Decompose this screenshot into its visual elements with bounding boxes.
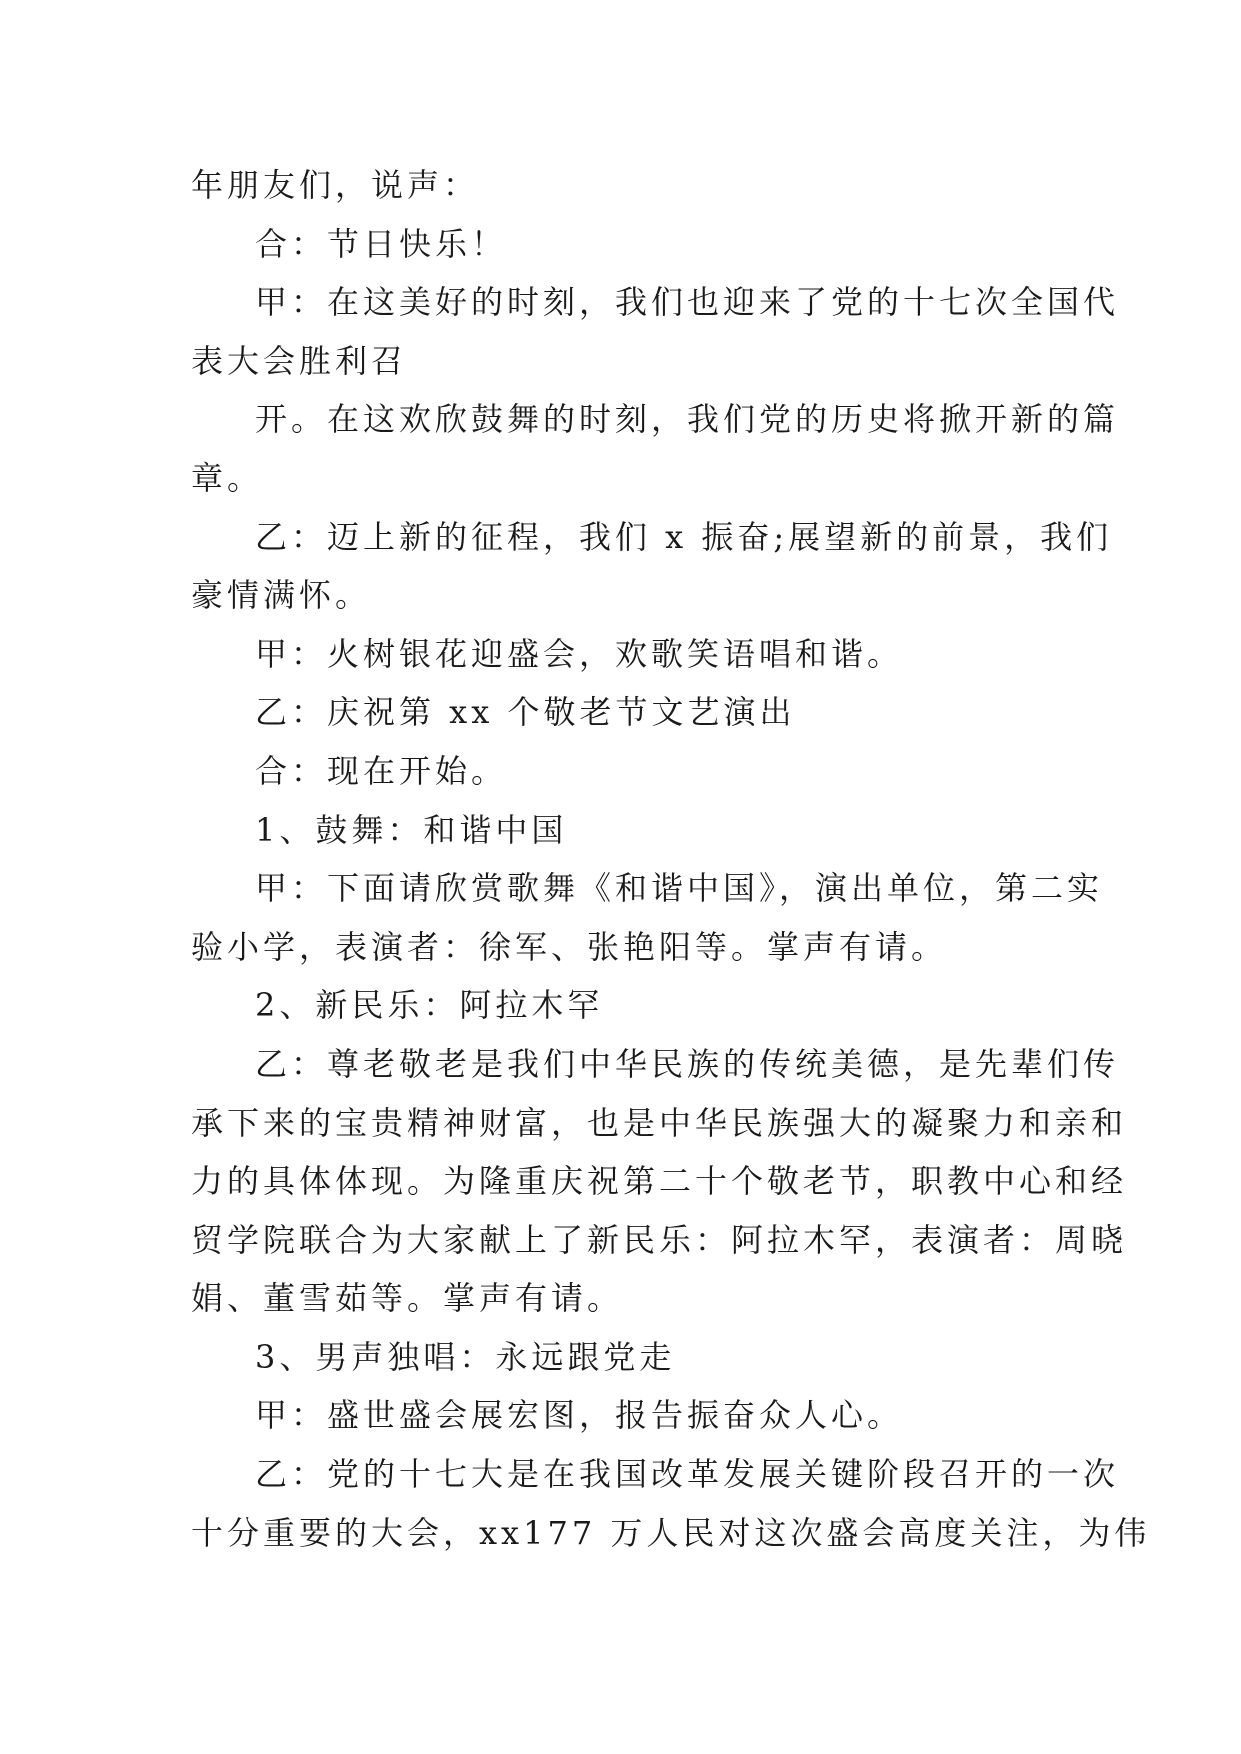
- text-line-1: 年朋友们，说声：: [191, 166, 480, 204]
- text-line-16: 乙：尊老敬老是我们中华民族的传统美德，是先辈们传: [255, 1044, 1120, 1083]
- program-item-1: 1、鼓舞：和谐中国: [255, 810, 568, 849]
- text-line-13: 甲：下面请欣赏歌舞《和谐中国》，演出单位，第二实: [255, 869, 1104, 908]
- text-line-20: 娟、董雪茹等。掌声有请。: [191, 1279, 624, 1318]
- text-line-8: 豪情满怀。: [191, 576, 372, 615]
- text-line-23: 乙：党的十七大是在我国改革发展关键阶段召开的一次: [255, 1455, 1120, 1494]
- text-line-9: 甲：火树银花迎盛会，欢歌笑语唱和谐。: [255, 634, 904, 673]
- text-line-24: 十分重要的大会，xx177 万人民对这次盛会高度关注，为伟: [191, 1513, 1151, 1552]
- text-line-5: 开。在这欢欣鼓舞的时刻，我们党的历史将掀开新的篇: [255, 400, 1120, 439]
- text-line-22: 甲：盛世盛会展宏图，报告振奋众人心。: [255, 1396, 904, 1435]
- text-line-19: 贸学院联合为大家献上了新民乐：阿拉木罕，表演者：周晓: [191, 1220, 1128, 1259]
- document-body: [191, 156, 1151, 1562]
- text-line-17: 承下来的宝贵精神财富，也是中华民族强大的凝聚力和亲和: [191, 1103, 1128, 1142]
- program-item-3: 3、男声独唱：永远跟党走: [255, 1337, 676, 1376]
- text-line-14: 验小学，表演者：徐军、张艳阳等。掌声有请。: [191, 927, 948, 966]
- text-line-4: 表大会胜利召: [191, 341, 408, 380]
- text-line-11: 合：现在开始。: [255, 751, 508, 790]
- text-line-3: 甲：在这美好的时刻，我们也迎来了党的十七次全国代: [255, 283, 1120, 322]
- text-line-6: 章。: [191, 458, 264, 497]
- text-line-7: 乙：迈上新的征程，我们 x 振奋;展望新的前景，我们: [255, 517, 1113, 556]
- text-line-18: 力的具体体现。为隆重庆祝第二十个敬老节，职教中心和经: [191, 1162, 1128, 1201]
- text-line-10: 乙：庆祝第 xx 个敬老节文艺演出: [255, 693, 796, 732]
- program-item-2: 2、新民乐：阿拉木罕: [255, 986, 604, 1025]
- text-line-2: 合：节日快乐！: [255, 224, 508, 263]
